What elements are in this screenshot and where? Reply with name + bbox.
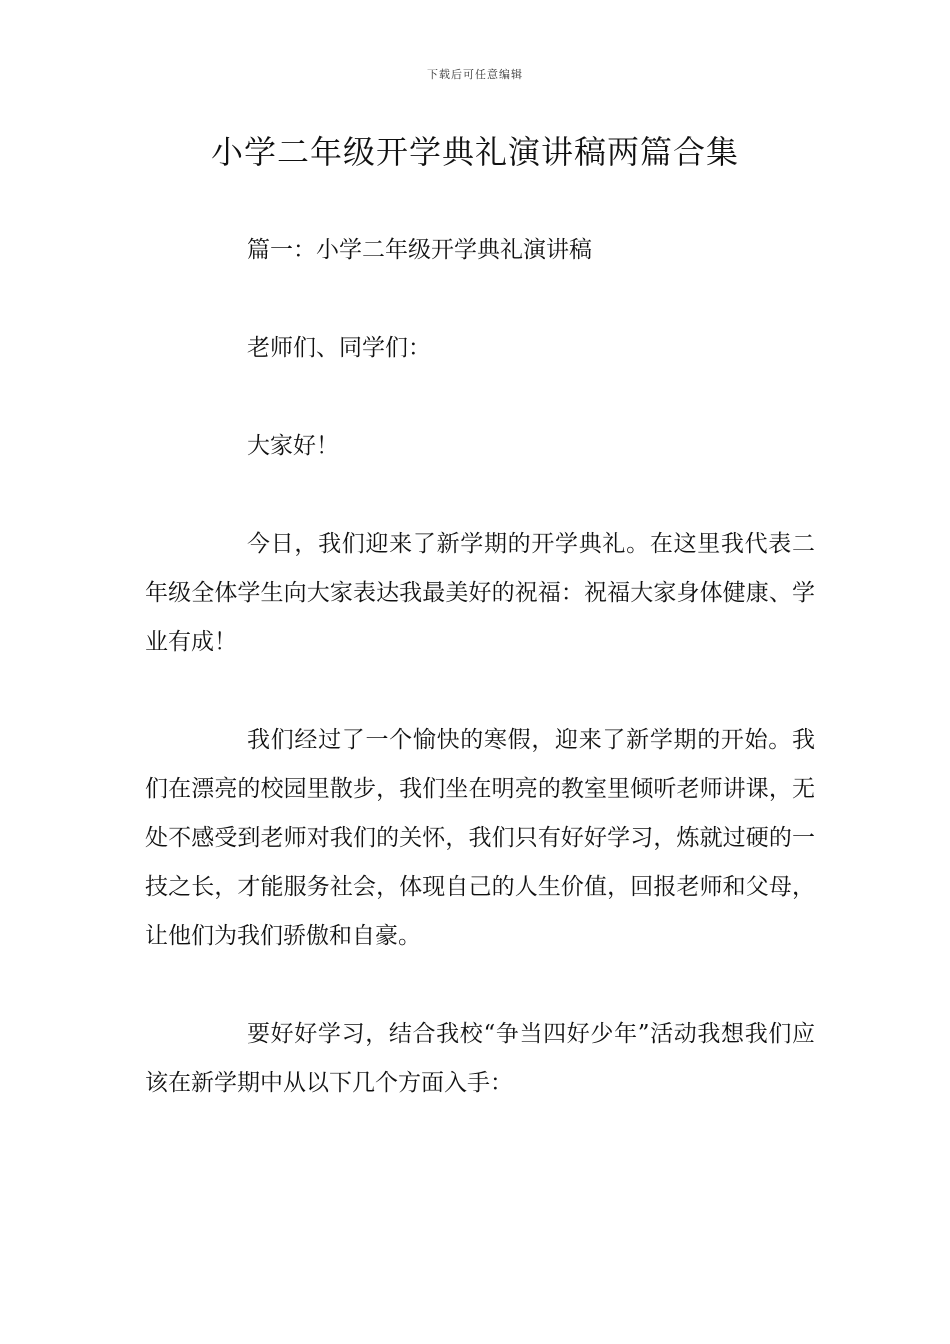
header-note: 下载后可任意编辑 xyxy=(427,68,523,81)
document-title: 小学二年级开学典礼演讲稿两篇合集 xyxy=(210,133,739,171)
section-heading: 篇一：小学二年级开学典礼演讲稿 xyxy=(247,237,592,263)
greeting: 大家好！ xyxy=(247,433,339,459)
body-paragraph: 今日，我们迎来了新学期的开学典礼。在这里我代表二年级全体学生向大家表达我最美好的祝福：祝福大家身体健康、学业有成！ xyxy=(145,531,815,655)
body-paragraph: 要好好学习，结合我校“争当四好少年”活动我想我们应该在新学期中从以下几个方面入手： xyxy=(145,1021,815,1096)
salutation: 老师们、同学们： xyxy=(247,335,431,361)
document-body xyxy=(145,226,815,1157)
body-paragraph: 我们经过了一个愉快的寒假，迎来了新学期的开始。我们在漂亮的校园里散步，我们坐在明亮的教室里倾听老师讲课，无处不感受到老师对我们的关怀，我们只有好好学习，炼就过硬的一技之长，才能服务社会，体现自己的人生价值，回报老师和父母，让他们为我们骄傲和自豪。 xyxy=(145,727,815,949)
